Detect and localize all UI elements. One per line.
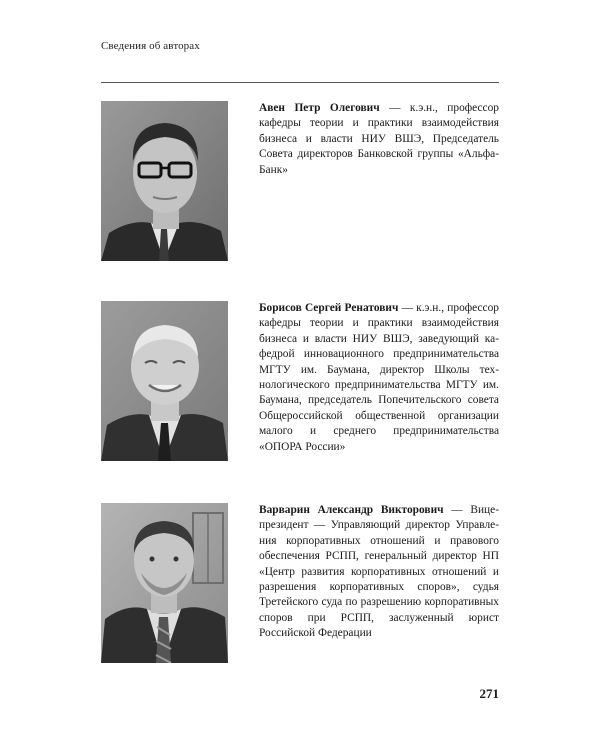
author-name: Борисов Сергей Ренатович: [259, 302, 399, 314]
author-photo: [101, 101, 228, 261]
author-bio: [259, 101, 499, 178]
author-description: — к.э.н., профессор кафедры теории и практики взаимодействия бизнеса и власти НИУ ВШЭ, заведующий кафедрой инновационного предпринимательства МГТУ им. Баумана, директор Школы технологического предпринимательства МГТУ им. Баумана, председатель Попечительского совета Общероссийской общественной организации малого и среднего предпринимательства «ОПОРА России»: [259, 302, 499, 453]
author-description: — к.э.н., профессор кафедры теории и практики взаимодействия бизнеса и власти НИУ ВШЭ, Председатель Совета директоров Банковской группы «Альфа-Банк»: [259, 102, 500, 176]
author-name: Варварин Александр Викторович: [259, 504, 444, 516]
header-rule: [101, 82, 499, 83]
page-number: 271: [479, 686, 499, 701]
author-bio: [259, 301, 499, 455]
author-photo: [101, 503, 228, 663]
author-bio: [259, 503, 499, 642]
running-head: Сведения об авторах: [101, 40, 200, 52]
author-description: — Вице-президент — Управляющий директор Управления корпоративных отношений и правового обеспечения РСПП, генеральный директор НП «Центр развития корпоративных отношений и разрешения корпоративных споров», судья Третейского суда по разрешению корпоративных споров при РСПП, заслуженный юрист Российской Федерации: [259, 504, 499, 640]
author-name: Авен Петр Олегович: [259, 102, 380, 114]
author-photo: [101, 301, 228, 461]
